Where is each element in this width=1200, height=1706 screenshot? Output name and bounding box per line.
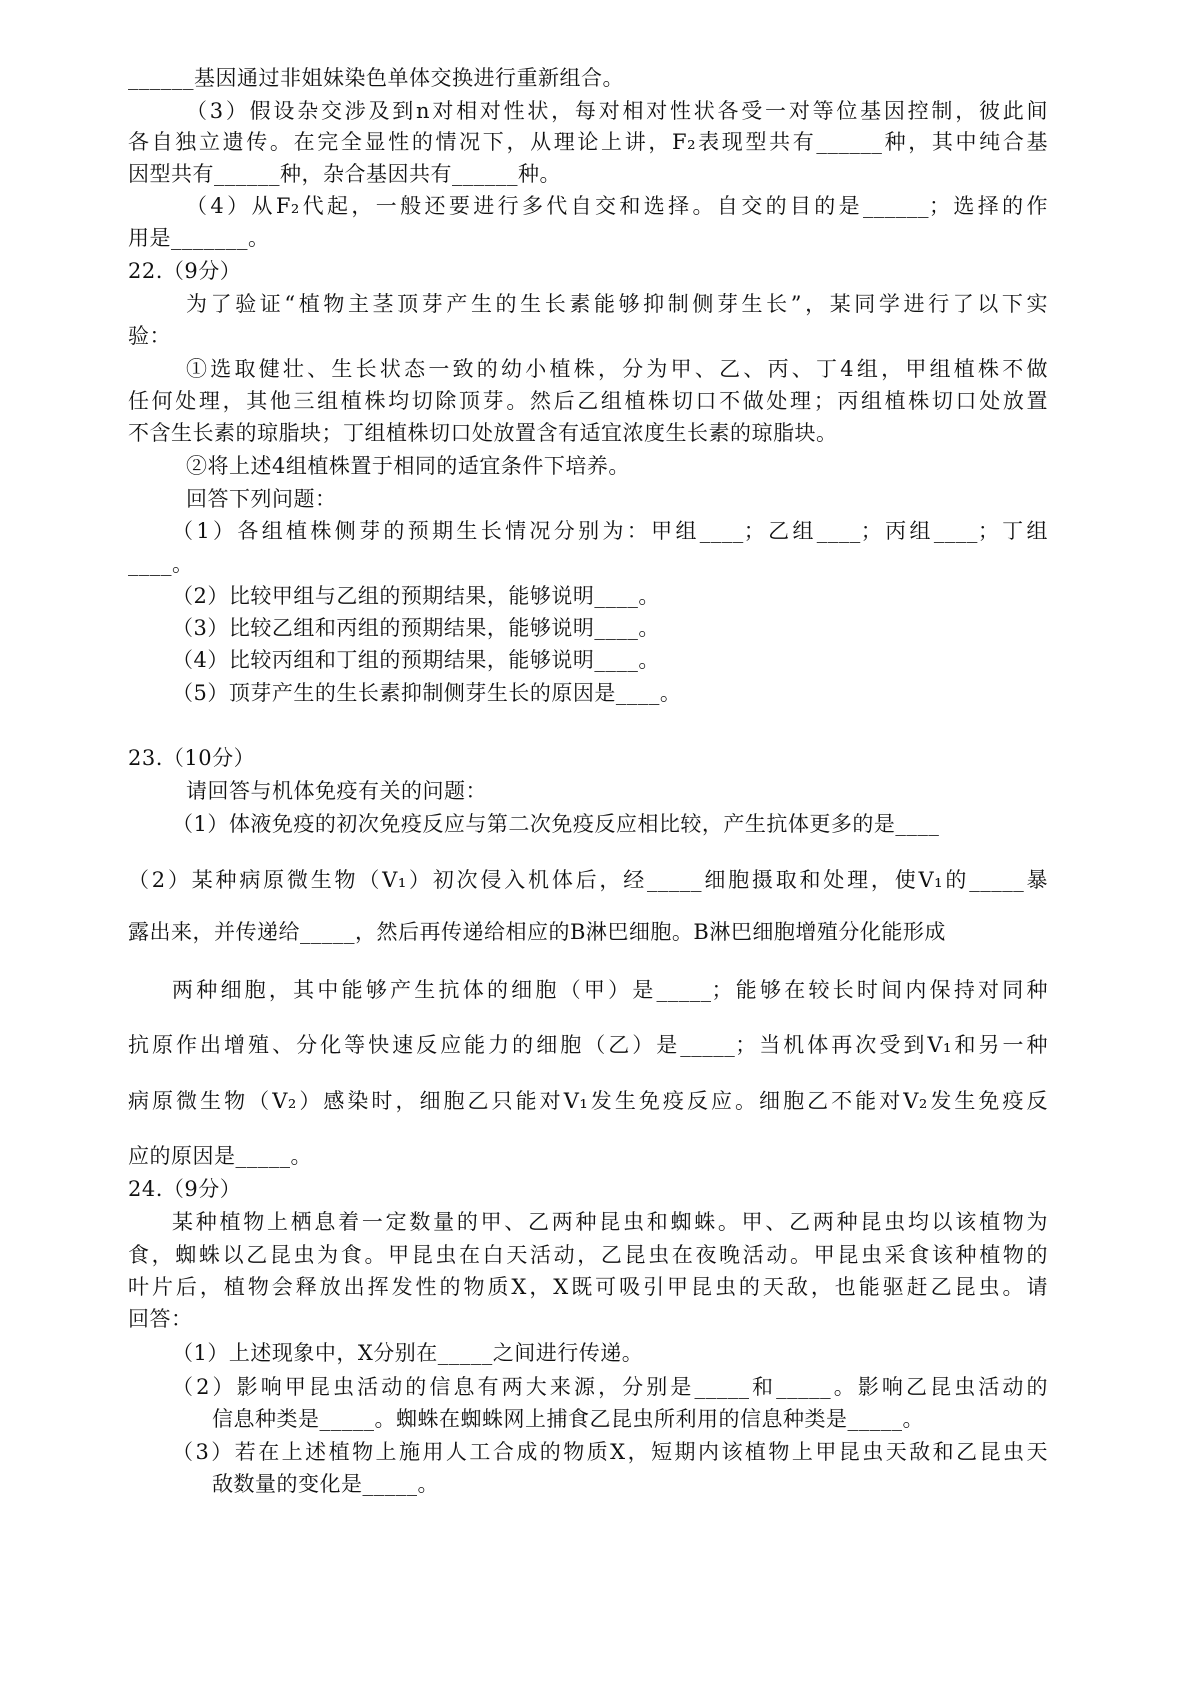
- text-line: ②将上述4组植株置于相同的适宜条件下培养。: [186, 454, 630, 478]
- text-line: 露出来，并传递给_____，然后再传递给相应的B淋巴细胞。B淋巴细胞增殖分化能形成: [128, 920, 946, 944]
- question-number: 22.（9分）: [128, 259, 242, 283]
- text-line: （1）各组植株侧芽的预期生长情况分别为：甲组____；乙组____；丙组____；丁组: [172, 519, 1048, 543]
- text-line: 病原微生物（V₂）感染时，细胞乙只能对V₁发生免疫反应。细胞乙不能对V₂发生免疫反: [128, 1089, 1048, 1113]
- text-line: 为了验证“植物主茎顶芽产生的生长素能够抑制侧芽生长”，某同学进行了以下实: [186, 292, 1048, 316]
- text-line: 叶片后，植物会释放出挥发性的物质X，X既可吸引甲昆虫的天敌，也能驱赶乙昆虫。请: [128, 1275, 1048, 1299]
- text-line: （3）比较乙组和丙组的预期结果，能够说明____。: [172, 616, 660, 640]
- text-line: （4）从F₂代起，一般还要进行多代自交和选择。自交的目的是______；选择的作: [186, 194, 1048, 218]
- text-line: （2）比较甲组与乙组的预期结果，能够说明____。: [172, 584, 660, 608]
- text-line: 两种细胞，其中能够产生抗体的细胞（甲）是_____；能够在较长时间内保持对同种: [172, 978, 1048, 1002]
- text-line: 食，蜘蛛以乙昆虫为食。甲昆虫在白天活动，乙昆虫在夜晚活动。甲昆虫采食该种植物的: [128, 1243, 1048, 1267]
- text-line: （3）若在上述植物上施用人工合成的物质X，短期内该植物上甲昆虫天敌和乙昆虫天: [172, 1440, 1048, 1464]
- question-number: 24.（9分）: [128, 1177, 242, 1201]
- text-line: 敌数量的变化是_____。: [212, 1472, 439, 1496]
- text-line: 抗原作出增殖、分化等快速反应能力的细胞（乙）是_____；当机体再次受到V₁和另一种: [128, 1033, 1048, 1057]
- text-line: 各自独立遗传。在完全显性的情况下，从理论上讲，F₂表现型共有______种，其中纯合基: [128, 130, 1048, 154]
- text-line: （4）比较丙组和丁组的预期结果，能够说明____。: [172, 648, 660, 672]
- question-number: 23.（10分）: [128, 746, 256, 770]
- text-line: ①选取健壮、生长状态一致的幼小植株，分为甲、乙、丙、丁4组，甲组植株不做: [186, 357, 1048, 381]
- text-line: 某种植物上栖息着一定数量的甲、乙两种昆虫和蜘蛛。甲、乙两种昆虫均以该植物为: [172, 1210, 1048, 1234]
- text-line: （2）影响甲昆虫活动的信息有两大来源，分别是_____和_____。影响乙昆虫活动的: [172, 1375, 1048, 1399]
- text-line: 用是_______。: [128, 226, 270, 250]
- text-line: 请回答与机体免疫有关的问题：: [186, 779, 487, 803]
- text-line: （1）体液免疫的初次免疫反应与第二次免疫反应相比较，产生抗体更多的是____: [172, 812, 940, 836]
- text-line: 验：: [128, 324, 171, 348]
- text-line: 信息种类是_____。蜘蛛在蜘蛛网上捕食乙昆虫所利用的信息种类是_____。: [212, 1407, 924, 1431]
- text-line: ____。: [128, 552, 194, 576]
- text-line: 应的原因是_____。: [128, 1144, 312, 1168]
- text-line: （1）上述现象中，X分别在_____之间进行传递。: [172, 1341, 644, 1365]
- text-line: 回答下列问题：: [186, 487, 337, 511]
- text-line: 任何处理，其他三组植株均切除顶芽。然后乙组植株切口不做处理；丙组植株切口处放置: [128, 389, 1048, 413]
- text-line: （2）某种病原微生物（V₁）初次侵入机体后，经_____细胞摄取和处理，使V₁的_____暴: [128, 868, 1048, 892]
- text-line: ______基因通过非姐妹染色单体交换进行重新组合。: [128, 66, 624, 90]
- text-line: 回答：: [128, 1307, 193, 1331]
- text-line: （3）假设杂交涉及到n对相对性状，每对相对性状各受一对等位基因控制，彼此间: [186, 99, 1048, 123]
- text-line: 不含生长素的琼脂块；丁组植株切口处放置含有适宜浓度生长素的琼脂块。: [128, 421, 838, 445]
- text-line: 因型共有______种，杂合基因共有______种。: [128, 162, 561, 186]
- text-line: （5）顶芽产生的生长素抑制侧芽生长的原因是____。: [172, 681, 682, 705]
